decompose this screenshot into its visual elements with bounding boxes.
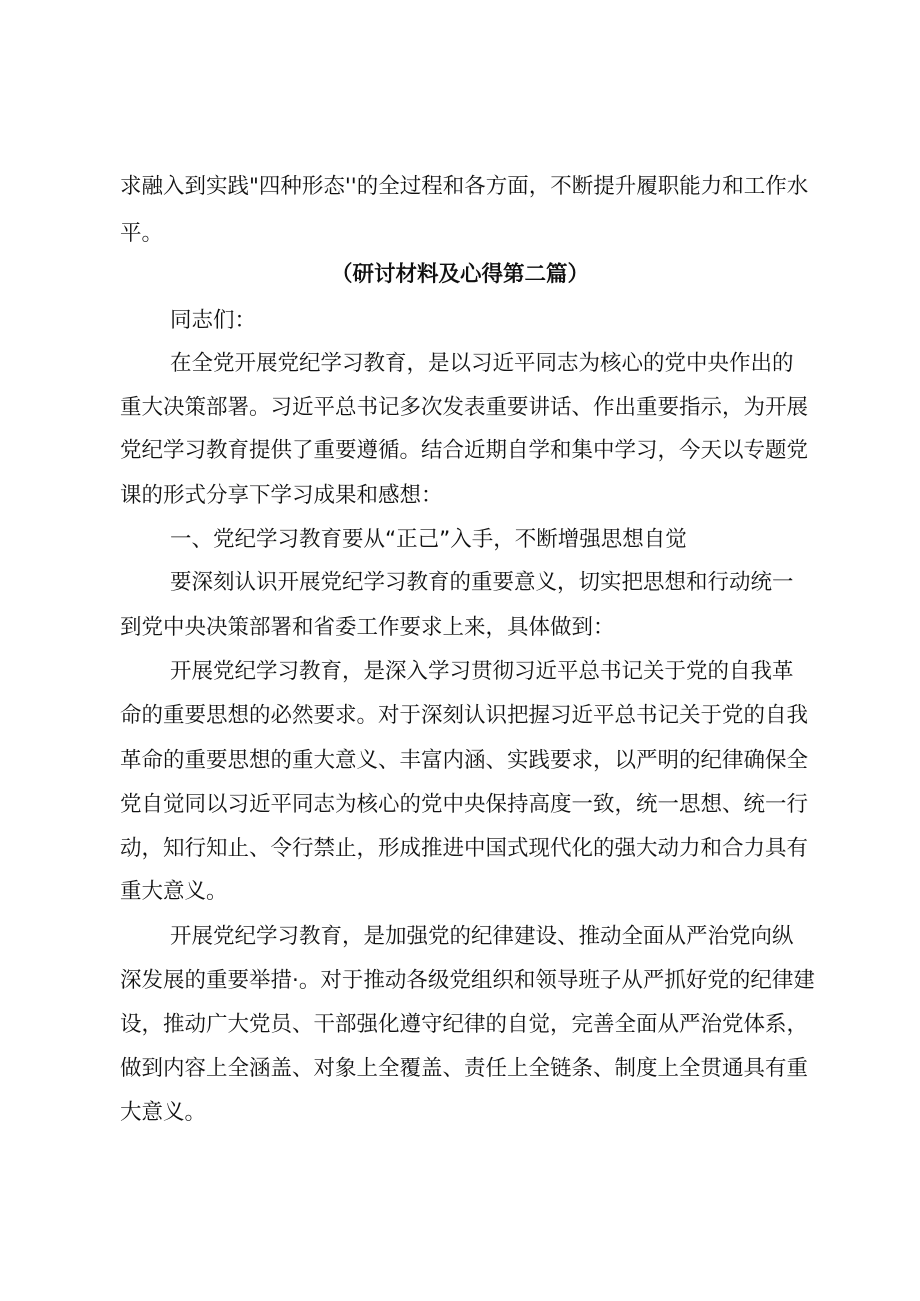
paragraph-line: 大意义。 <box>120 1100 207 1125</box>
paragraph-line: 革命的重要思想的重大意义、丰富内涵、实践要求，以严明的纪律确保全 <box>120 748 809 773</box>
paragraph-line: 动，知行知止、令行禁止，形成推进中国式现代化的强大动力和合力具有 <box>120 836 809 861</box>
paragraph-line: 课的形式分享下学习成果和感想： <box>120 483 443 508</box>
section-heading: 一、党纪学习教育要从“正己”入手，不断增强思想自觉 <box>170 527 687 552</box>
paragraph-line: 重大决策部署。习近平总书记多次发表重要讲话、作出重要指示，为开展 <box>120 395 809 420</box>
paragraph-line: 到党中央决策部署和省委工作要求上来，具体做到： <box>120 615 615 640</box>
paragraph-line: 深发展的重要举措·。对于推动各级党组织和领导班子从严抓好党的纪律建 <box>120 968 815 993</box>
paragraph-line: 开展党纪学习教育，是加强党的纪律建设、推动全面从严治党向纵 <box>170 924 794 949</box>
paragraph-line: 开展党纪学习教育，是深入学习贯彻习近平总书记关于党的自我革 <box>170 659 794 684</box>
paragraph-line: 在全党开展党纪学习教育，是以习近平同志为核心的党中央作出的 <box>170 351 794 376</box>
paragraph-line: 命的重要思想的必然要求。对于深刻认识把握习近平总书记关于党的自我 <box>120 703 809 728</box>
paragraph-line: 平。 <box>120 221 164 246</box>
paragraph-line: 求融入到实践"四种形态''的全过程和各方面，不断提升履职能力和工作水 <box>120 174 809 199</box>
paragraph-line: 做到内容上全涵盖、对象上全覆盖、责任上全链条、制度上全贯通具有重 <box>120 1056 809 1081</box>
paragraph-line: 设，推动广大党员、干部强化遵守纪律的自觉，完善全面从严治党体系， <box>120 1012 809 1037</box>
section-title: （研讨材料及心得第二篇） <box>330 262 589 287</box>
paragraph-line: 要深刻认识开展党纪学习教育的重要意义，切实把思想和行动统一 <box>170 570 794 595</box>
salutation: 同志们： <box>170 308 257 333</box>
paragraph-line: 重大意义。 <box>120 879 228 904</box>
paragraph-line: 党自觉同以习近平同志为核心的党中央保持高度一致，统一思想、统一行 <box>120 792 809 817</box>
paragraph-line: 党纪学习教育提供了重要遵循。结合近期自学和集中学习，今天以专题党 <box>120 438 809 463</box>
